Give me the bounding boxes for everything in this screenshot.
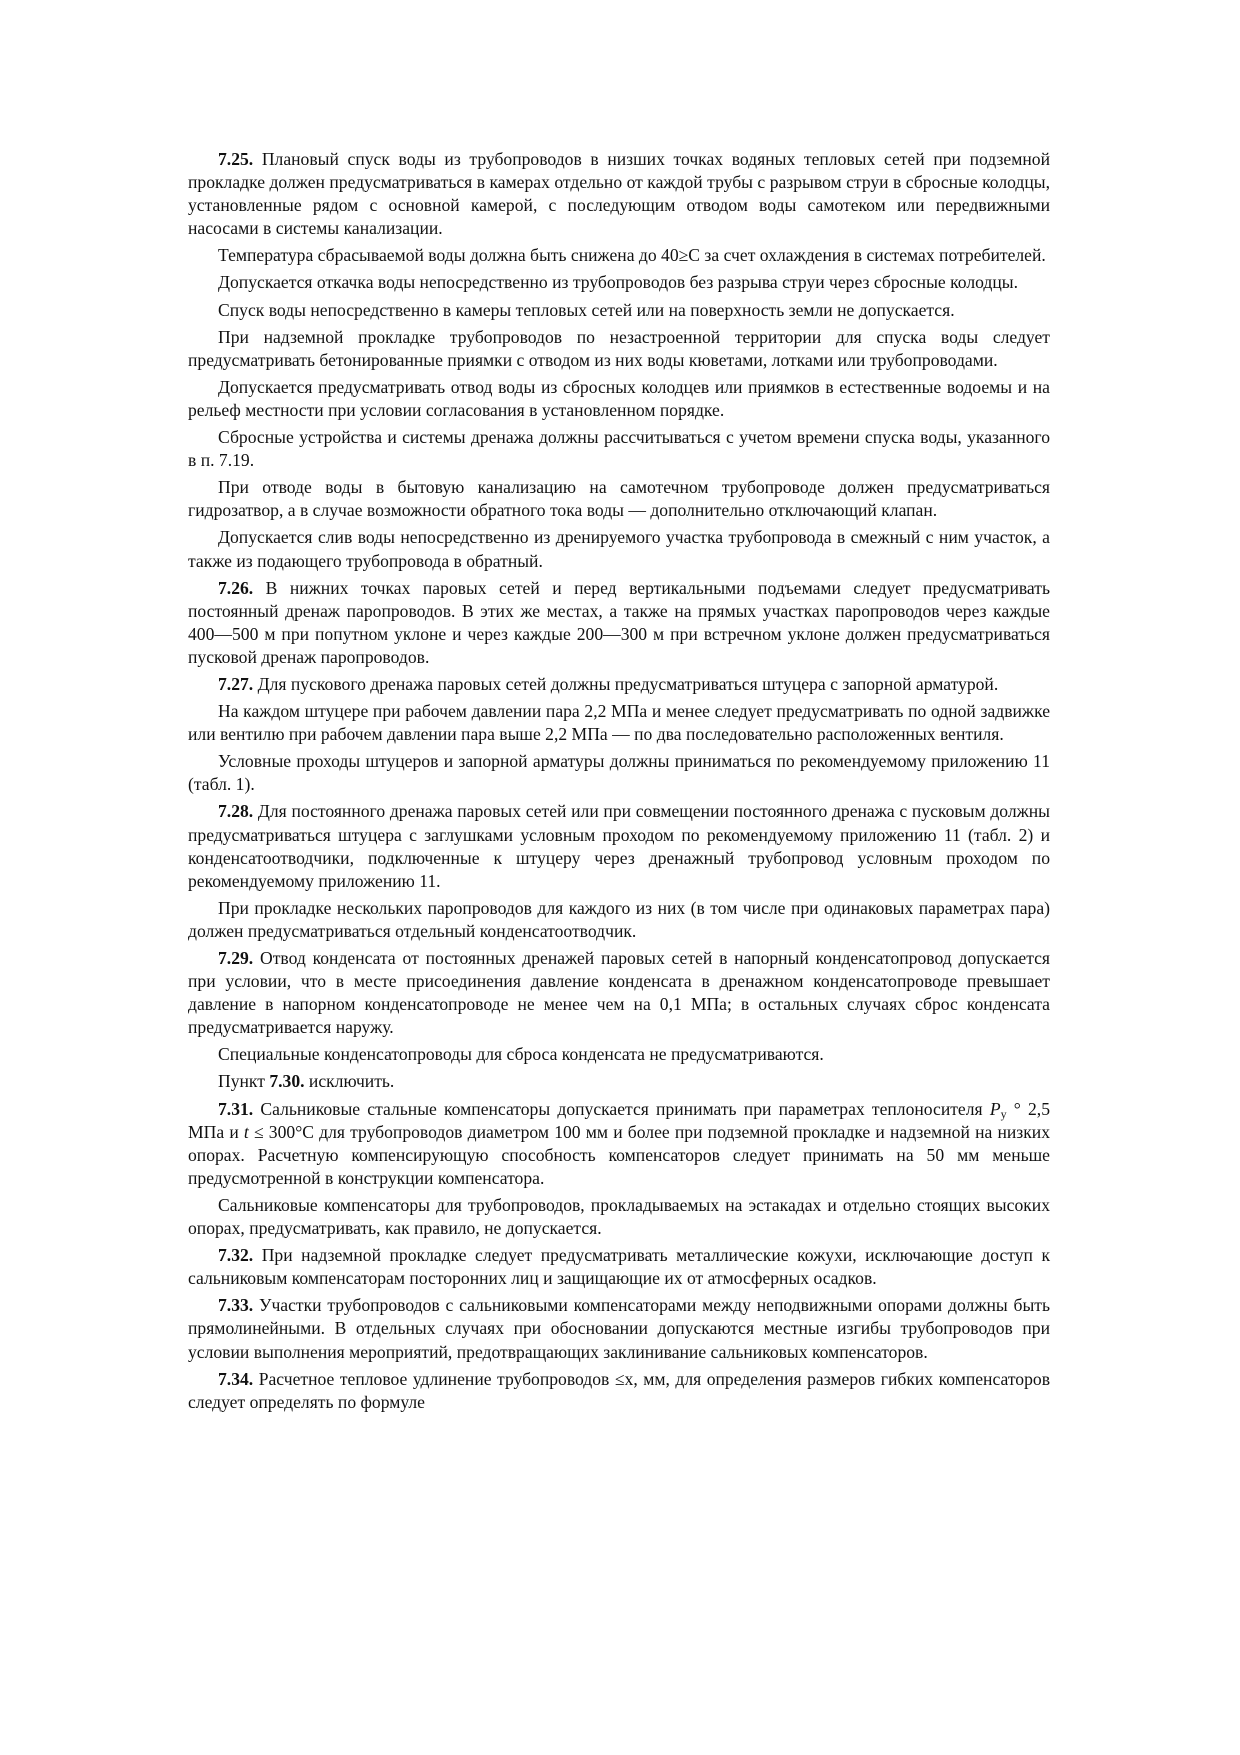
- paragraph-7-34: [188, 1368, 1050, 1414]
- paragraph-text: На каждом штуцере при рабочем давлении пара 2,2 МПа и менее следует предусматривать по одной задвижке или вентилю при рабочем давлении пара выше 2,2 МПа — по два последовательно расположенных вентиля.: [188, 701, 1050, 745]
- clause-number: 7.27.: [218, 673, 254, 694]
- paragraph-7-29: [188, 947, 1050, 1039]
- paragraph-text: Для постоянного дренажа паровых сетей или при совмещении постоянного дренажа с пусковым должны предусматриваться штуцера с заглушками условным проходом по рекомендуемому приложению 11 (табл. 2) и конденсатоотводчики, подключенные к штуцеру через дренажный трубопровод условным проходом по рекомендуемому приложению 11.: [188, 801, 1051, 891]
- paragraph: [188, 1043, 1050, 1066]
- paragraph-7-25: [188, 148, 1050, 240]
- paragraph: [188, 426, 1050, 472]
- paragraph: [188, 750, 1050, 796]
- paragraph-7-27: [188, 673, 1050, 696]
- clause-number: 7.33.: [218, 1295, 254, 1316]
- paragraph-text: При надземной прокладке трубопроводов по незастроенной территории для спуска воды следует предусматривать бетонированные приямки с отводом из них воды кюветами, лотками или трубопроводами.: [188, 326, 1050, 370]
- clause-number: 7.28.: [218, 801, 254, 822]
- pressure-subscript: y: [1000, 1106, 1007, 1121]
- paragraph: [188, 526, 1050, 572]
- paragraph-text: Специальные конденсатопроводы для сброса конденсата не предусматриваются.: [218, 1044, 824, 1065]
- paragraph-text: В нижних точках паровых сетей и перед вертикальными подъемами следует предусматривать постоянный дренаж паропроводов. В этих же местах, а также на прямых участках паропроводов через каждые 400—500 м при попутном уклоне и через каждые 200—300 м при встречном уклоне должен предусматриваться пусковой дренаж паропроводов.: [188, 577, 1051, 667]
- paragraph-text: Сальниковые стальные компенсаторы допускается принимать при параметрах теплоносителя: [260, 1098, 990, 1119]
- paragraph-text: Сбросные устройства и системы дренажа должны рассчитываться с учетом времени спуска воды, указанного в п. 7.19.: [188, 427, 1050, 471]
- clause-number: 7.31.: [218, 1098, 254, 1119]
- temperature-symbol: t: [243, 1121, 249, 1142]
- paragraph: [188, 244, 1050, 267]
- paragraph-text: Сальниковые компенсаторы для трубопроводов, прокладываемых на эстакадах и отдельно стоящих высоких опорах, предусматривать, как правило, не допускается.: [188, 1194, 1050, 1239]
- clause-number: 7.26.: [218, 577, 254, 598]
- clause-number: 7.34.: [218, 1368, 254, 1389]
- paragraph-text: Допускается откачка воды непосредственно из трубопроводов без разрыва струи через сбросные колодцы.: [218, 272, 1018, 293]
- paragraph-text: При прокладке нескольких паропроводов для каждого из них (в том числе при одинаковых параметрах пара) должен предусматриваться отдельный конденсатоотводчик.: [188, 897, 1050, 941]
- paragraph-text: Плановый спуск воды из трубопроводов в низших точках водяных тепловых сетей при подземной прокладке должен предусматриваться в камерах отдельно от каждой трубы с разрывом струи в сбросные колодцы, установленные рядом с основной камерой, с последующим отводом воды самотеком или передвижными насосами в системы канализации.: [188, 149, 1050, 239]
- paragraph: [188, 376, 1050, 422]
- paragraph-text: исключить.: [304, 1071, 395, 1092]
- paragraph: [188, 897, 1050, 943]
- clause-number: 7.32.: [218, 1245, 254, 1266]
- paragraph: [188, 299, 1050, 322]
- paragraph: [188, 271, 1050, 294]
- paragraph-text: Допускается предусматривать отвод воды из сбросных колодцев или приямков в естественные водоемы и на рельеф местности при условии согласования в установленном порядке.: [188, 376, 1050, 420]
- paragraph-text: Пункт: [218, 1071, 270, 1092]
- paragraph: [188, 326, 1050, 372]
- paragraph-text: Расчетное тепловое удлинение трубопроводов ≤х, мм, для определения размеров гибких компенсаторов следует определять по формуле: [188, 1368, 1051, 1412]
- pressure-symbol: P: [989, 1098, 1001, 1119]
- paragraph-text: ° 2,5 МПа и: [188, 1098, 1050, 1142]
- paragraph-7-32: [188, 1244, 1050, 1290]
- paragraph-7-26: [188, 577, 1050, 669]
- paragraph-text: При надземной прокладке следует предусматривать металлические кожухи, исключающие доступ к сальниковым компенсаторам посторонних лиц и защищающие их от атмосферных осадков.: [188, 1245, 1050, 1289]
- paragraph-text: Спуск воды непосредственно в камеры тепловых сетей или на поверхность земли не допускается.: [218, 299, 955, 320]
- paragraph-text: При отводе воды в бытовую канализацию на самотечном трубопроводе должен предусматриваться гидрозатвор, а в случае возможности обратного тока воды — дополнительно отключающий клапан.: [188, 477, 1050, 521]
- paragraph-text: Отвод конденсата от постоянных дренажей паровых сетей в напорный конденсатопровод допускается при условии, что в месте присоединения давление конденсата в дренажном конденсатопроводе превышает давление в напорном конденсатопроводе не менее чем на 0,1 МПа; в остальных случаях сброс конденсата предусматривается наружу.: [188, 948, 1050, 1038]
- paragraph: [188, 1194, 1050, 1240]
- paragraph: [188, 700, 1050, 746]
- paragraph-text: Для пускового дренажа паровых сетей должны предусматриваться штуцера с запорной арматурой.: [257, 673, 999, 694]
- clause-number: 7.25.: [218, 149, 254, 169]
- paragraph-7-28: [188, 800, 1050, 892]
- paragraph-text: ≤ 300°С для трубопроводов диаметром 100 мм и более при подземной прокладке и надземной на низких опорах. Расчетную компенсирующую способность компенсаторов следует принимать на 50 мм меньше предусмотренной в конструкции компенсатора.: [188, 1121, 1050, 1188]
- paragraph-text: Участки трубопроводов с сальниковыми компенсаторами между неподвижными опорами должны быть прямолинейными. В отдельных случаях при обосновании допускаются местные изгибы трубопроводов при условии выполнения мероприятий, предотвращающих заклинивание сальниковых компенсаторов.: [188, 1295, 1050, 1362]
- document-page: [188, 148, 1050, 1418]
- paragraph-text: Условные проходы штуцеров и запорной арматуры должны приниматься по рекомендуемому приложению 11 (табл. 1).: [188, 751, 1050, 795]
- paragraph-7-31: [188, 1098, 1050, 1190]
- paragraph-text: Температура сбрасываемой воды должна быть снижена до 40≥С за счет охлаждения в системах потребителей.: [218, 245, 1046, 266]
- clause-number: 7.29.: [218, 948, 254, 968]
- paragraph-text: Допускается слив воды непосредственно из дренируемого участка трубопровода в смежный с ним участок, а также из подающего трубопровода в обратный.: [188, 527, 1050, 571]
- paragraph: [188, 476, 1050, 522]
- paragraph-7-30: [188, 1070, 1050, 1093]
- paragraph-7-33: [188, 1294, 1050, 1363]
- clause-number: 7.30.: [269, 1071, 305, 1092]
